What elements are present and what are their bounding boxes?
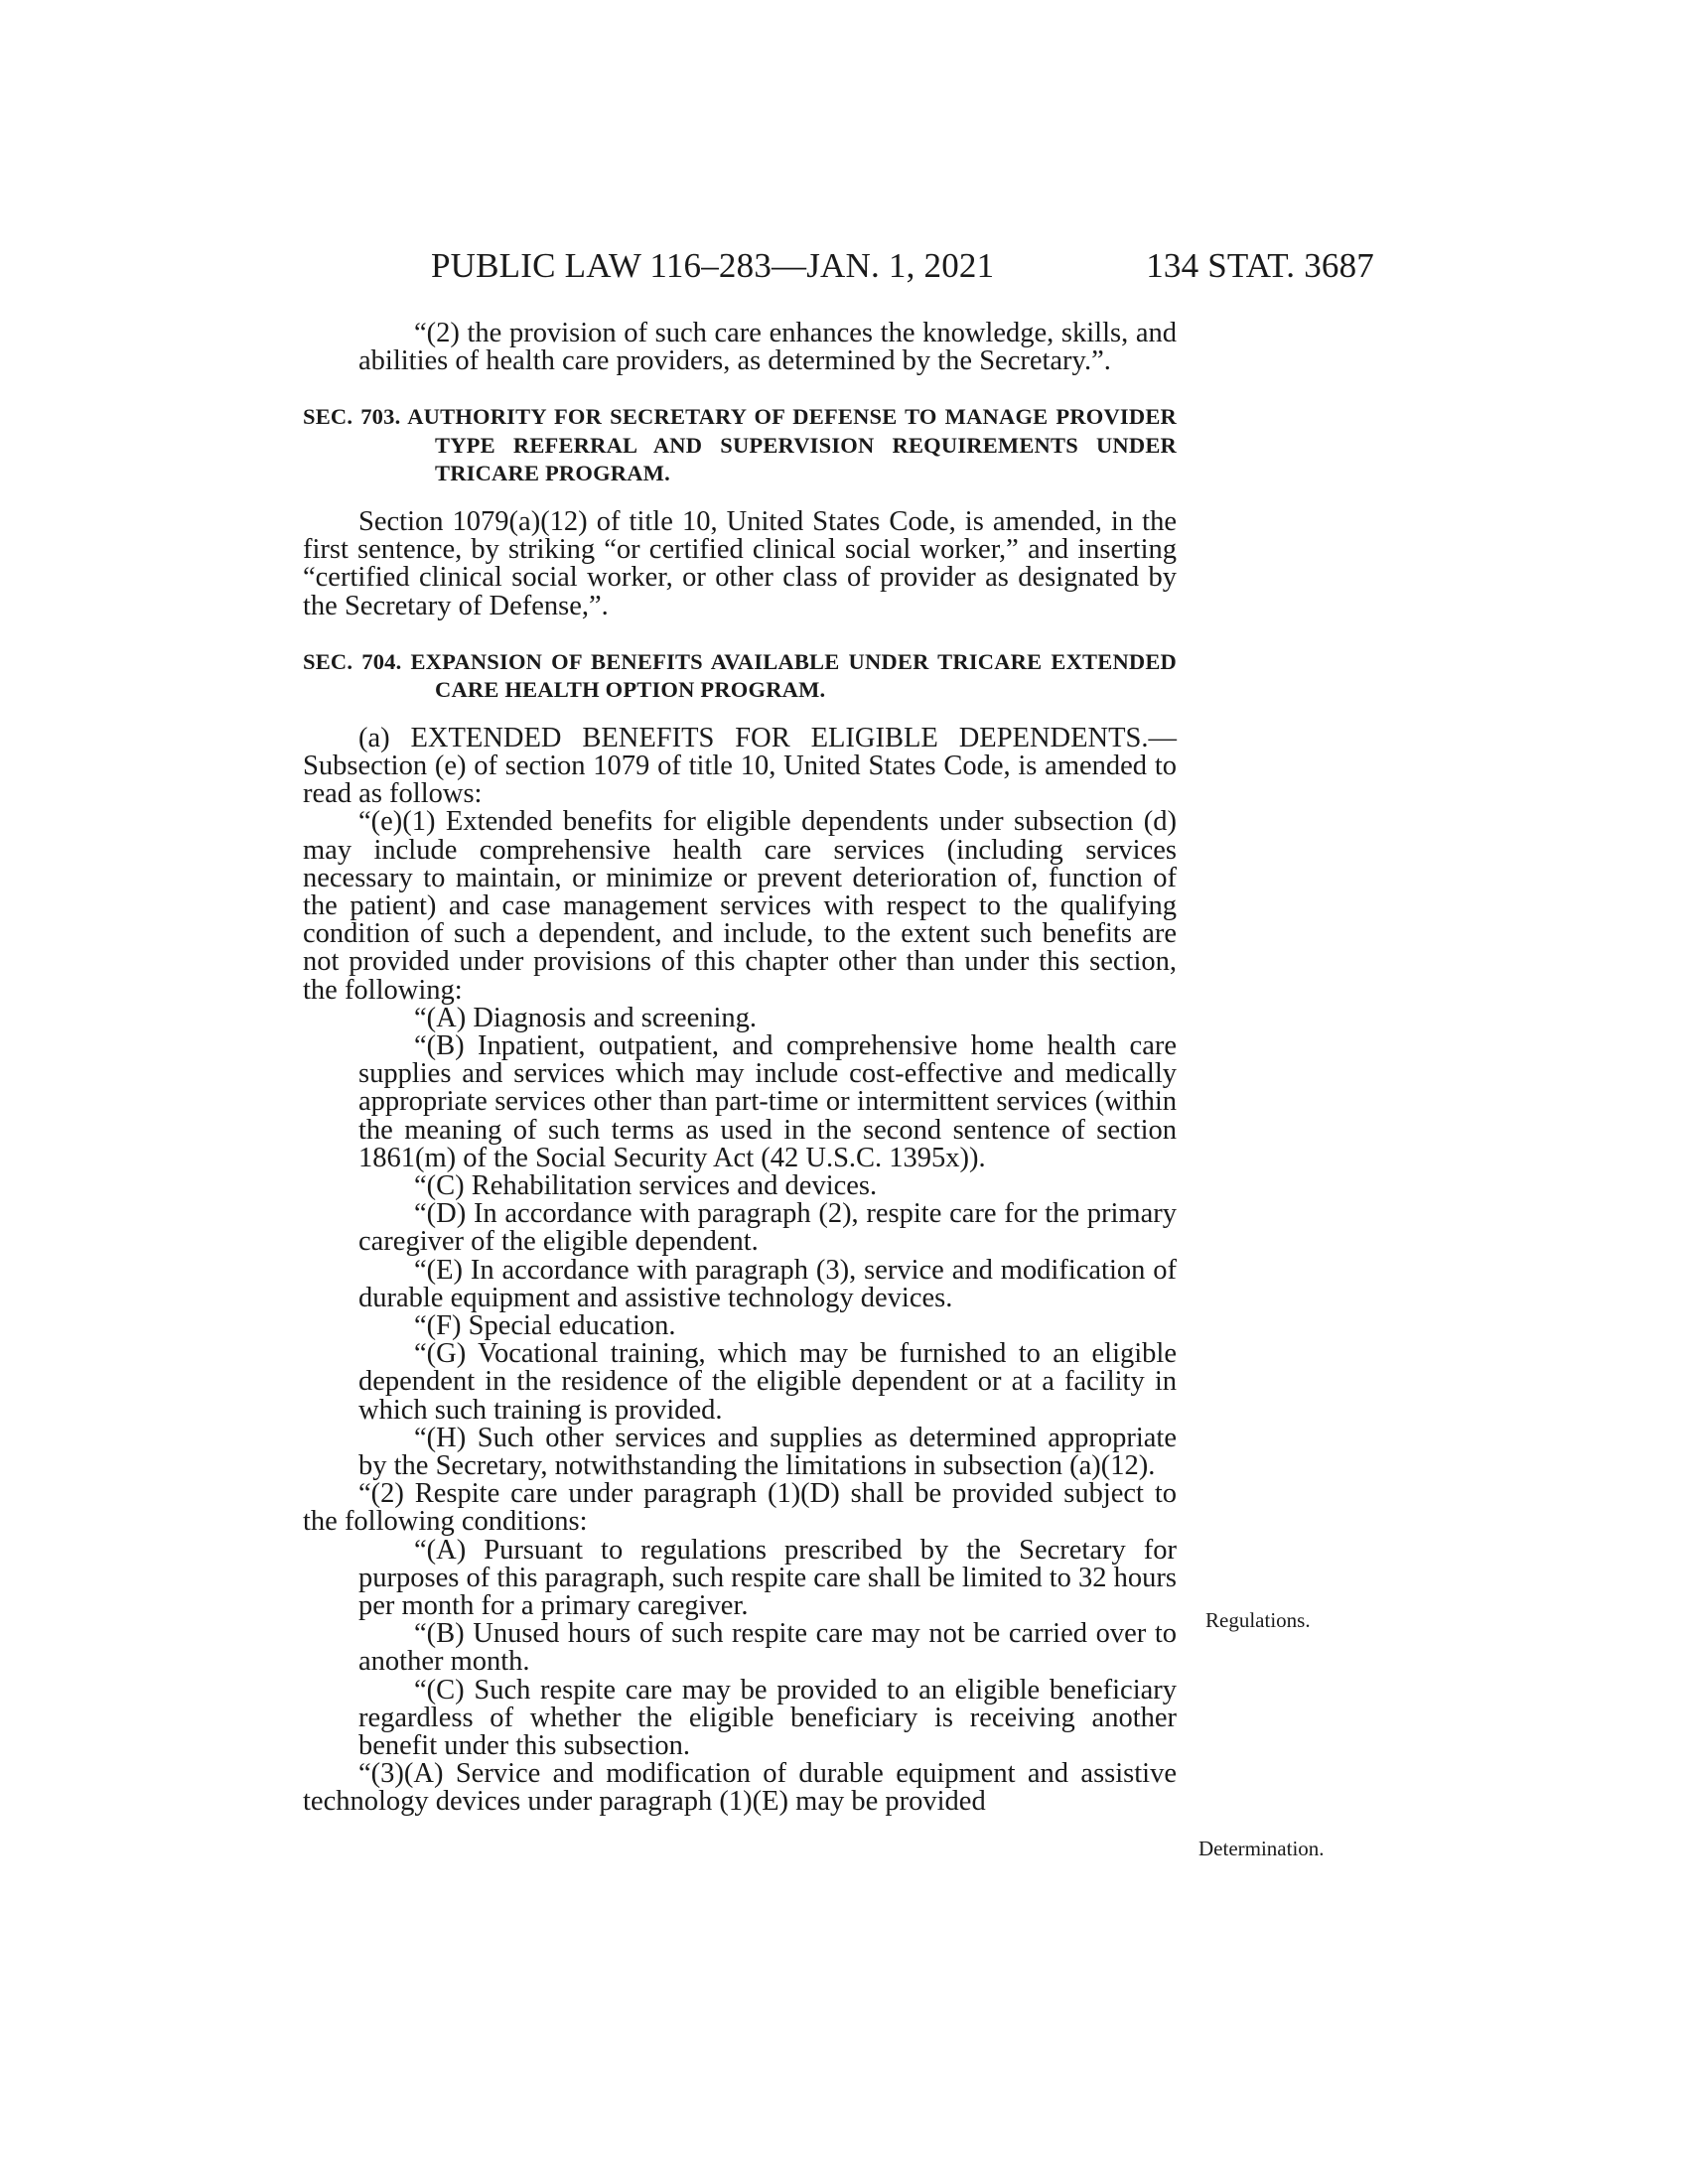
paragraph: “(E) In accordance with paragraph (3), service and modification of durable equipment and assistive technology devices. [358,1254,1177,1313]
paragraph: “(B) Inpatient, outpatient, and comprehensive home health care supplies and services which may include cost-effective and medically appropriate services other than part-time or intermittent services (within the meaning of such terms as used in the second sentence of section 1861(m) of the Social Security Act (42 U.S.C. 1395x)). [358,1029,1177,1173]
paragraph: “(C) Such respite care may be provided to an eligible beneficiary regardless of whether the eligible beneficiary is receiving another benefit under this subsection. [358,1674,1177,1762]
public-law-title: PUBLIC LAW 116–283—JAN. 1, 2021 [431,246,995,285]
paragraph: “(e)(1) Extended benefits for eligible dependents under subsection (d) may include comprehensive health care services (including services necessary to maintain, or minimize or prevent deterioration of, function of the patient) and case management services with respect to the qualifying condition of such a dependent, and include, to the extent such benefits are not provided under provisions of this chapter other than under this section, the following: [303,806,1177,1006]
document-body [303,320,1177,1817]
page-header [431,246,1374,290]
margin-note-regulations: Regulations. [1205,1608,1311,1632]
statute-page-number: 134 STAT. 3687 [1146,246,1374,285]
paragraph: “(A) Diagnosis and screening. [414,1002,758,1033]
paragraph: “(2) the provision of such care enhances the knowledge, skills, and abilities of health care providers, as determined by the Secretary.”. [358,318,1177,377]
paragraph: “(A) Pursuant to regulations prescribed by the Secretary for purposes of this paragraph, such respite care shall be limited to 32 hours per month for a primary caregiver. [358,1534,1177,1622]
paragraph: “(F) Special education. [414,1309,676,1341]
paragraph: “(2) Respite care under paragraph (1)(D) shall be provided subject to the following conditions: [303,1478,1177,1538]
paragraph: “(3)(A) Service and modification of durable equipment and assistive technology devices under paragraph (1)(E) may be provided [303,1758,1177,1818]
paragraph: “(C) Rehabilitation services and devices. [414,1169,878,1201]
margin-note-determination: Determination. [1198,1837,1325,1860]
paragraph: Section 1079(a)(12) of title 10, United States Code, is amended, in the first sentence, by striking “or certified clinical social worker,” and inserting “certified clinical social worker, or other class of provider as designated by the Secretary of Defense,”. [303,505,1177,621]
paragraph: “(D) In accordance with paragraph (2), respite care for the primary caregiver of the eligible dependent. [358,1198,1177,1258]
section-heading: SEC. 704. EXPANSION OF BENEFITS AVAILABLE UNDER TRICARE EXTENDED CARE HEALTH OPTION PROGRAM. [303,648,1177,703]
paragraph: “(B) Unused hours of such respite care may not be carried over to another month. [358,1618,1177,1678]
paragraph: “(G) Vocational training, which may be furnished to an eligible dependent in the residence of the eligible dependent or at a facility in which such training is provided. [358,1338,1177,1426]
section-heading: SEC. 703. AUTHORITY FOR SECRETARY OF DEFENSE TO MANAGE PROVIDER TYPE REFERRAL AND SUPERVISION REQUIREMENTS UNDER TRICARE PROGRAM. [303,404,1177,486]
paragraph: (a) EXTENDED BENEFITS FOR ELIGIBLE DEPENDENTS.—Subsection (e) of section 1079 of title 10, United States Code, is amended to read as follows: [303,722,1177,810]
paragraph: “(H) Such other services and supplies as determined appropriate by the Secretary, notwithstanding the limitations in subsection (a)(12). [358,1422,1177,1481]
